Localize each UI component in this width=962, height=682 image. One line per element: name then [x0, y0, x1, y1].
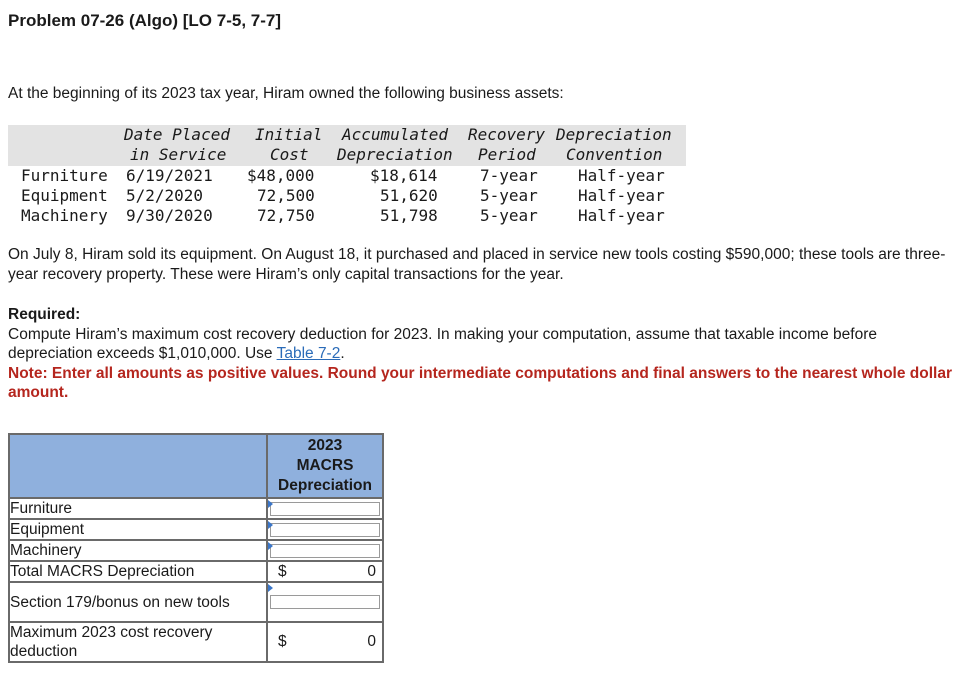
column-header-year: 2023 [307, 437, 343, 454]
row-label-total: Total MACRS Depreciation [9, 561, 267, 582]
maximum-deduction-value: 0 [367, 633, 376, 650]
header-date-2: in Service [130, 145, 227, 164]
input-marker-icon [268, 500, 273, 508]
equipment-depreciation-input[interactable] [268, 521, 382, 539]
asset-convention: Half-year [578, 166, 665, 185]
header-accumulated-1: Accumulated [342, 125, 448, 144]
asset-period: 7-year [480, 166, 538, 185]
asset-accumulated: 51,798 [380, 206, 438, 225]
header-accumulated-2: Depreciation [337, 145, 453, 164]
total-macrs-value: 0 [367, 562, 376, 580]
row-label-maximum: Maximum 2023 cost recovery deduction [9, 622, 267, 662]
table-row [9, 622, 383, 662]
input-marker-icon [268, 521, 273, 529]
currency-symbol: $ [278, 633, 287, 650]
table-7-2-link[interactable]: Table 7-2 [276, 345, 341, 362]
header-convention-2: Convention [566, 145, 663, 164]
row-label-machinery: Machinery [9, 540, 267, 561]
asset-name: Furniture [21, 166, 108, 185]
table-row [9, 582, 383, 622]
rounding-note: Note: Enter all amounts as positive values. Round your intermediate computations and final answers to the nearest whole dollar amount. [8, 364, 952, 401]
table-row [9, 561, 383, 582]
equipment-depreciation-cell [267, 519, 383, 540]
asset-period: 5-year [480, 206, 538, 225]
furniture-depreciation-cell [267, 498, 383, 519]
required-text: Compute Hiram’s maximum cost recovery deduction for 2023. In making your computation, assume that taxable income before depreciation exceeds $1,010,000. Use [8, 325, 877, 362]
machinery-depreciation-input[interactable] [268, 542, 382, 560]
required-section [8, 305, 953, 403]
header-recovery-2: Period [478, 145, 536, 164]
furniture-depreciation-input[interactable] [268, 500, 382, 518]
asset-convention: Half-year [578, 206, 665, 225]
assets-table-body [8, 166, 686, 228]
currency-symbol: $ [278, 562, 287, 580]
asset-date: 9/30/2020 [126, 206, 213, 225]
required-label: Required: [8, 306, 81, 323]
asset-cost: 72,750 [257, 206, 315, 225]
table-row [9, 498, 383, 519]
header-convention-1: Depreciation [556, 125, 672, 144]
header-cost-2: Cost [270, 145, 309, 164]
asset-cost: $48,000 [247, 166, 315, 185]
answer-table [8, 433, 384, 663]
header-cost-1: Initial [255, 125, 323, 144]
header-recovery-1: Recovery [468, 125, 546, 144]
machinery-depreciation-cell [267, 540, 383, 561]
header-date-1: Date Placed [124, 125, 230, 144]
asset-accumulated: $18,614 [370, 166, 438, 185]
column-header-depreciation: Depreciation [278, 477, 372, 494]
asset-convention: Half-year [578, 186, 665, 205]
row-label-section179: Section 179/bonus on new tools [9, 582, 267, 622]
required-text-end: . [340, 345, 345, 362]
row-label-equipment: Equipment [9, 519, 267, 540]
row-label-furniture: Furniture [9, 498, 267, 519]
asset-cost: 72,500 [257, 186, 315, 205]
intro-text: At the beginning of its 2023 tax year, Hiram owned the following business assets: [8, 85, 564, 102]
problem-title: Problem 07-26 (Algo) [LO 7-5, 7-7] [8, 11, 281, 30]
table-row [9, 540, 383, 561]
answer-column-header [267, 434, 383, 498]
asset-date: 5/2/2020 [126, 186, 204, 205]
input-marker-icon [268, 542, 273, 550]
answer-header-blank [9, 434, 267, 498]
assets-table [8, 125, 686, 228]
input-marker-icon [268, 584, 273, 592]
section179-input[interactable] [268, 593, 382, 611]
asset-accumulated: 51,620 [380, 186, 438, 205]
maximum-deduction-cell [267, 622, 383, 662]
total-macrs-cell [267, 561, 383, 582]
assets-table-header [8, 125, 686, 166]
sale-paragraph: On July 8, Hiram sold its equipment. On August 18, it purchased and placed in service new tools costing $590,000; these tools are three-year recovery property. These were Hiram’s only capital transactions for the year. [8, 246, 946, 283]
asset-name: Equipment [21, 186, 108, 205]
table-row [9, 519, 383, 540]
section179-cell [267, 582, 383, 622]
asset-date: 6/19/2021 [126, 166, 213, 185]
asset-name: Machinery [21, 206, 108, 225]
column-header-macrs: MACRS [296, 457, 354, 474]
asset-period: 5-year [480, 186, 538, 205]
